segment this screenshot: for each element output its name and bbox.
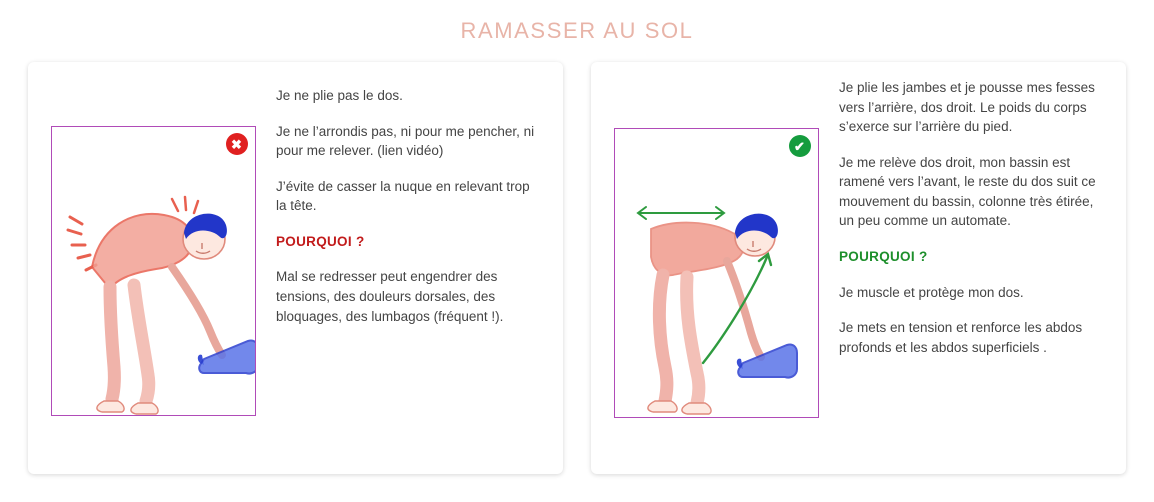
paragraph: Je ne plie pas le dos. bbox=[276, 88, 403, 103]
cross-icon: ✖ bbox=[226, 133, 248, 155]
paragraph: J’évite de casser la nuque en relevant trop la tête. bbox=[276, 178, 530, 214]
illustration-bad-wrap bbox=[44, 76, 262, 460]
why-heading-bad: POURQUOI ? bbox=[276, 233, 365, 249]
paragraph: Je ne l’arrondis pas, ni pour me pencher, ni pour me relever. (lien vidéo) bbox=[276, 123, 535, 159]
person-bending-round-back-illustration bbox=[52, 127, 255, 415]
person-bending-straight-back-illustration bbox=[615, 129, 818, 417]
lift-motion-arrow bbox=[703, 254, 771, 363]
why-heading-good: POURQUOI ? bbox=[839, 248, 928, 264]
illustration-frame-good bbox=[614, 128, 819, 418]
text-column-good bbox=[825, 76, 1110, 460]
text-column-bad bbox=[262, 76, 547, 460]
illustration-frame-bad bbox=[51, 126, 256, 416]
check-icon: ✔ bbox=[789, 135, 811, 157]
cards-container bbox=[0, 44, 1154, 474]
card-good-practice bbox=[591, 62, 1126, 474]
straight-back-arrow bbox=[638, 207, 724, 219]
paragraph: Je plie les jambes et je pousse mes fesses vers l’arrière, dos droit. Le poids du corps s’exerce sur l’arrière du pied. bbox=[839, 80, 1095, 135]
paragraph: Mal se redresser peut engendrer des tensions, des douleurs dorsales, des bloquages, des lumbagos (fréquent !). bbox=[276, 269, 504, 324]
card-bad-practice bbox=[28, 62, 563, 474]
illustration-good-wrap bbox=[607, 76, 825, 460]
paragraph: Je me relève dos droit, mon bassin est ramené vers l’avant, le reste du dos suit ce mouvement du bassin, colonne très étirée, un peu comme un automate. bbox=[839, 154, 1096, 229]
paragraph: Je muscle et protège mon dos. bbox=[839, 284, 1024, 300]
paragraph: Je mets en tension et renforce les abdos profonds et les abdos superficiels . bbox=[839, 320, 1083, 355]
page-title: RAMASSER AU SOL bbox=[460, 18, 694, 43]
